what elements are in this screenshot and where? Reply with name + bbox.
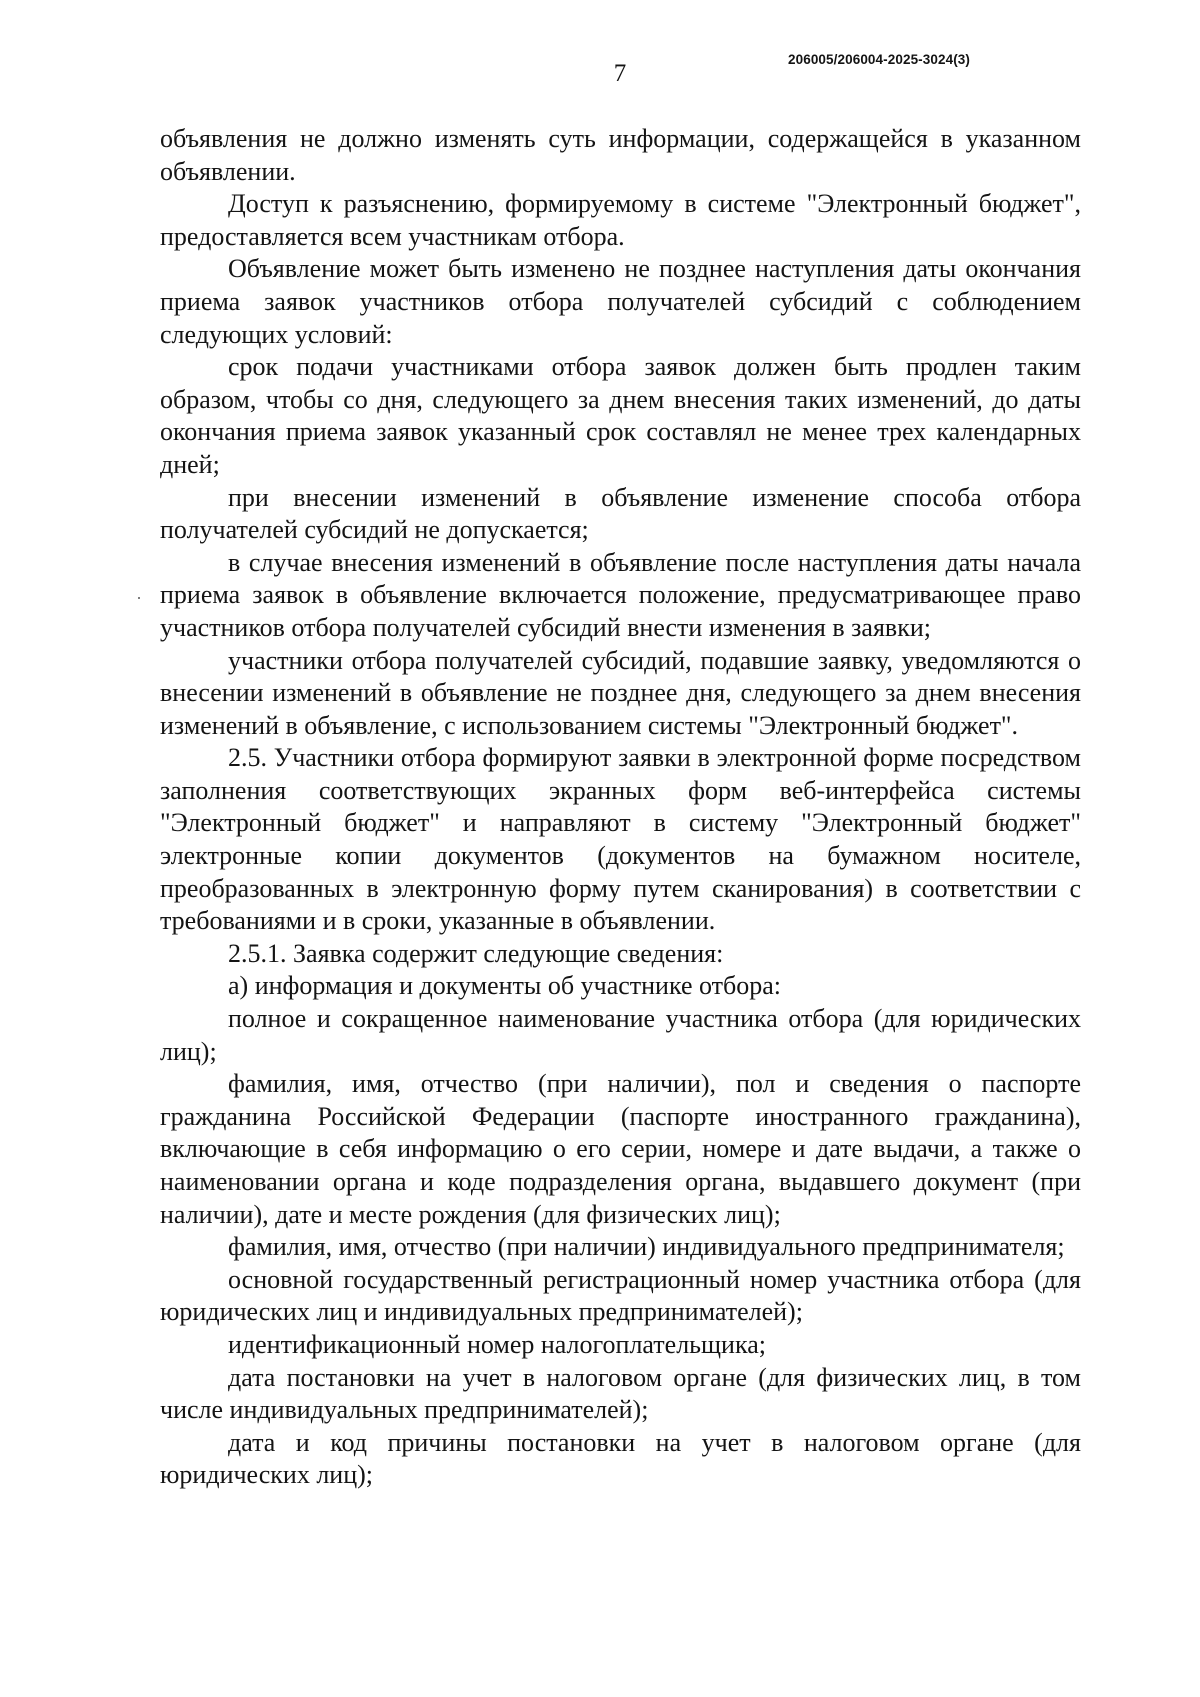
paragraph: в случае внесения изменений в объявление после наступления даты начала приема заявок в объявление включается положение, предусматривающее право участников отбора получателей субсидий внести изменения в заявки; <box>160 547 1081 642</box>
paragraph: 2.5. Участники отбора формируют заявки в электронной форме посредством заполнения соответствующих экранных форм веб-интерфейса системы "Электронный бюджет" и направляют в систему "Электронный бюджет" электронные копии документов (документов на бумажном носителе, преобразованных в электронную форму путем сканирования) в соответствии с требованиями и в сроки, указанные в объявлении. <box>160 743 1081 936</box>
paragraph: идентификационный номер налогоплательщика; <box>228 1329 766 1359</box>
paragraph: дата постановки на учет в налоговом органе (для физических лиц, в том числе индивидуальных предпринимателей); <box>160 1362 1081 1425</box>
paragraph: полное и сокращенное наименование участника отбора (для юридических лиц); <box>160 1004 1081 1066</box>
paragraph: 2.5.1. Заявка содержит следующие сведения: <box>228 938 724 968</box>
paragraph: основной государственный регистрационный номер участника отбора (для юридических лиц и индивидуальных предпринимателей); <box>160 1264 1081 1327</box>
paragraph: а) информация и документы об участнике отбора: <box>228 971 781 1001</box>
paragraph: участники отбора получателей субсидий, подавшие заявку, уведомляются о внесении изменений в объявление не позднее дня, следующего за днем внесения изменений в объявление, с использованием системы "Электронный бюджет". <box>160 645 1081 740</box>
page-number: 7 <box>613 60 627 87</box>
document-id: 206005/206004-2025-3024(3) <box>788 52 971 67</box>
paragraph: объявления не должно изменять суть информации, содержащейся в указанном объявлении. <box>160 124 1081 186</box>
paragraph: при внесении изменений в объявление изменение способа отбора получателей субсидий не допускается; <box>160 482 1081 545</box>
paragraph: фамилия, имя, отчество (при наличии) индивидуального предпринимателя; <box>228 1232 1065 1262</box>
paragraph: дата и код причины постановки на учет в налоговом органе (для юридических лиц); <box>160 1427 1081 1490</box>
scan-speck <box>138 597 140 599</box>
paragraph: срок подачи участниками отбора заявок должен быть продлен таким образом, чтобы со дня, следующего за днем внесения таких изменений, до даты окончания приема заявок указанный срок составлял не менее трех календарных дней; <box>160 352 1081 479</box>
document-body <box>160 123 1081 1492</box>
paragraph: Объявление может быть изменено не позднее наступления даты окончания приема заявок участников отбора получателей субсидий с соблюдением следующих условий: <box>160 254 1081 349</box>
paragraph: Доступ к разъяснению, формируемому в системе "Электронный бюджет", предоставляется всем участникам отбора. <box>160 189 1081 251</box>
paragraph: фамилия, имя, отчество (при наличии), пол и сведения о паспорте гражданина Российской Федерации (паспорте иностранного гражданина), включающие в себя информацию о его серии, номере и дате выдачи, а также о наименовании органа и коде подразделения органа, выдавшего документ (при наличии), дате и месте рождения (для физических лиц); <box>160 1069 1081 1229</box>
